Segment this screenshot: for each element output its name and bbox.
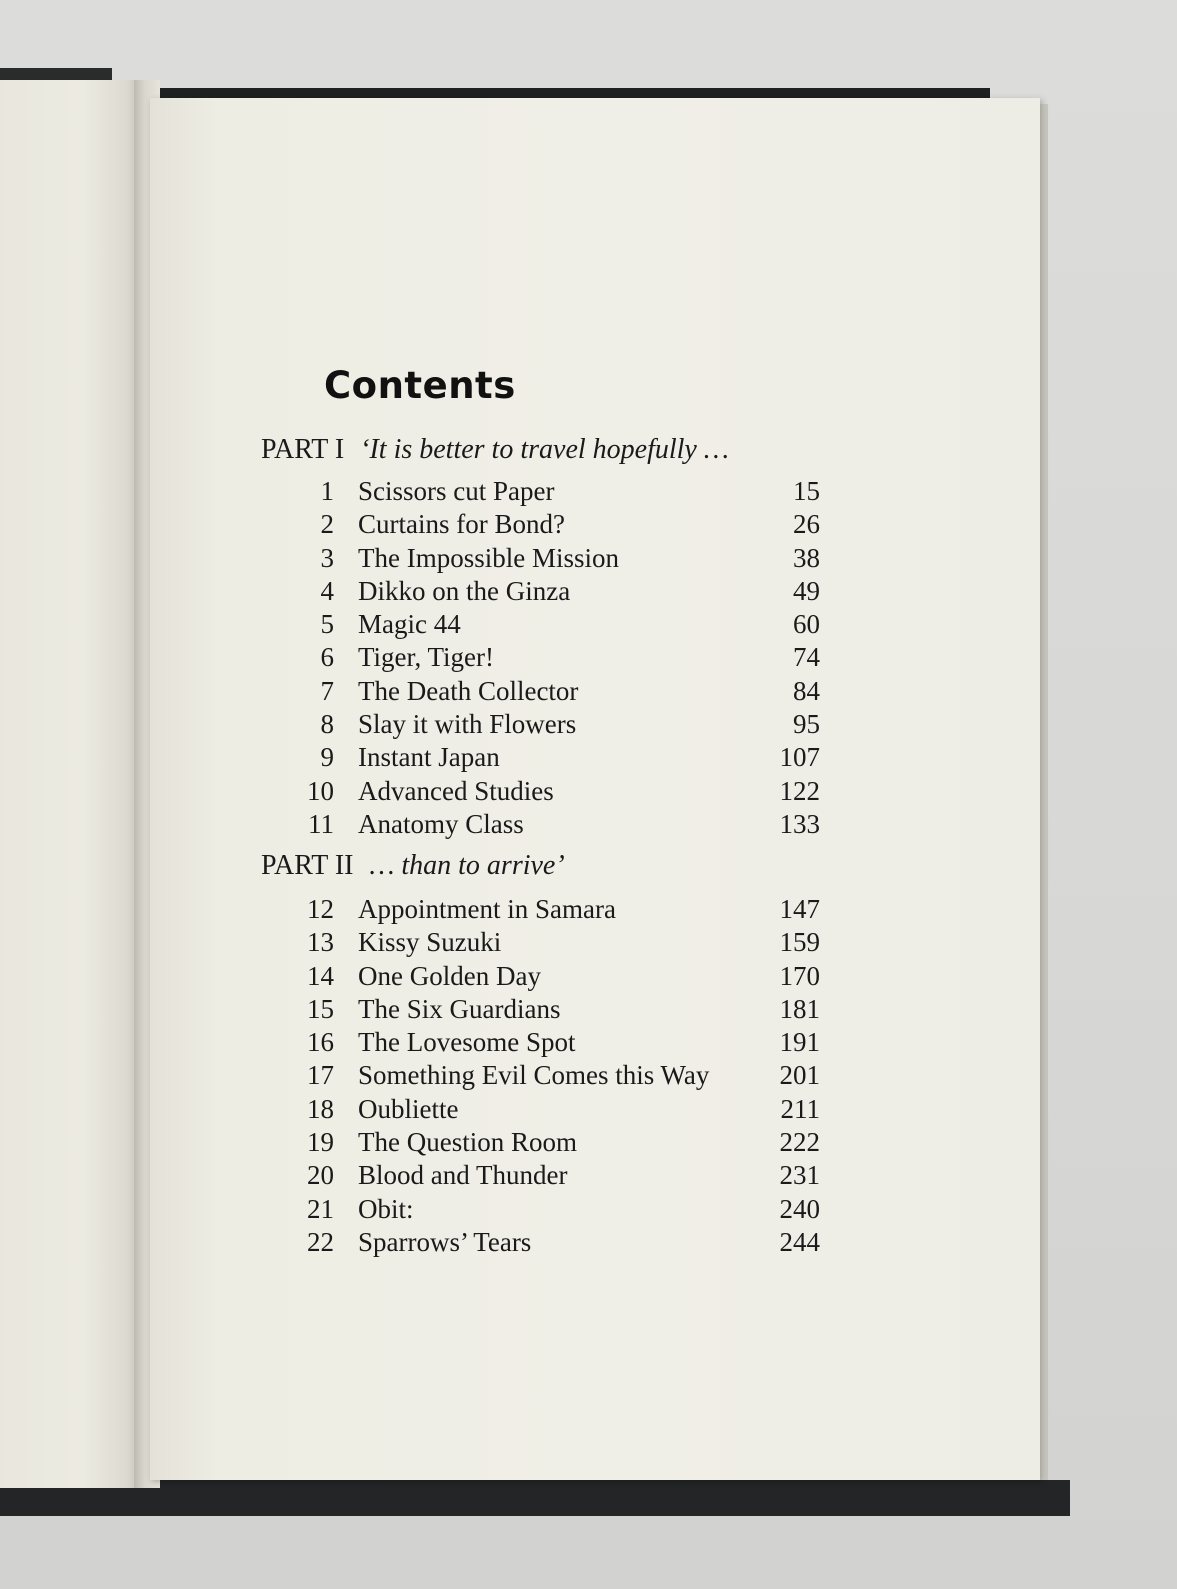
chapter-row [300,476,820,509]
chapter-page-number: 133 [779,808,820,839]
chapter-row [300,1060,820,1093]
chapter-number: 11 [308,808,334,839]
chapter-page-number: 170 [779,960,820,991]
chapter-page-number: 95 [793,709,820,740]
page-title: Contents [324,364,516,407]
chapter-row [300,1160,820,1193]
chapter-number: 6 [320,642,334,673]
chapter-title: Blood and Thunder [358,1160,568,1191]
chapter-title: Kissy Suzuki [358,927,502,958]
chapter-row [300,1227,820,1260]
chapter-row [300,676,820,709]
chapter-title: Something Evil Comes this Way [358,1060,710,1091]
chapter-page-number: 231 [779,1160,820,1191]
chapter-page-number: 191 [779,1027,820,1058]
chapter-title: The Lovesome Spot [358,1027,576,1058]
chapter-number: 13 [307,927,334,958]
chapter-row [300,742,820,775]
chapter-row [300,509,820,542]
part-heading-2 [261,850,565,882]
part-epigraph: … than to arrive’ [369,850,565,881]
chapter-number: 5 [320,609,334,640]
chapter-number: 1 [320,476,334,506]
chapter-page-number: 181 [779,993,820,1024]
chapter-number: 22 [307,1226,334,1257]
chapter-page-number: 15 [793,476,820,506]
chapter-page-number: 74 [793,642,820,673]
chapter-title: The Death Collector [358,675,579,706]
chapter-title: Appointment in Samara [358,894,616,924]
chapter-page-number: 49 [793,575,820,606]
chapter-number: 20 [307,1160,334,1191]
chapter-number: 3 [320,542,334,573]
chapter-page-number: 122 [779,775,820,806]
chapter-title: Oubliette [358,1093,459,1124]
chapter-row [300,1194,820,1227]
chapter-title: Obit: [358,1193,414,1224]
chapter-list-part-2 [300,894,820,1260]
chapter-title: Curtains for Bond? [358,509,565,540]
chapter-page-number: 107 [779,742,820,773]
chapter-title: The Question Room [358,1127,577,1158]
chapter-title: Tiger, Tiger! [358,642,494,673]
chapter-row [300,809,820,842]
chapter-list-part-1 [300,476,820,842]
chapter-title: Sparrows’ Tears [358,1226,532,1257]
chapter-row [300,1094,820,1127]
chapter-page-number: 201 [779,1060,820,1091]
left-page [0,80,138,1488]
book-cover-bottom-edge [0,1480,1070,1516]
chapter-number: 8 [320,709,334,740]
part-epigraph: ‘It is better to travel hopefully … [360,434,729,465]
chapter-row [300,1127,820,1160]
chapter-title: Instant Japan [358,742,500,773]
chapter-number: 7 [320,675,334,706]
chapter-row [300,709,820,742]
chapter-number: 15 [307,993,334,1024]
chapter-number: 2 [320,509,334,540]
chapter-page-number: 222 [779,1127,820,1158]
chapter-row [300,961,820,994]
part-label: PART I [261,434,345,465]
chapter-title: Anatomy Class [358,808,524,839]
chapter-row [300,642,820,675]
chapter-row [300,927,820,960]
chapter-row [300,576,820,609]
chapter-title: One Golden Day [358,960,541,991]
chapter-title: Dikko on the Ginza [358,575,571,606]
chapter-page-number: 84 [793,675,820,706]
chapter-title: Magic 44 [358,609,461,640]
chapter-title: The Six Guardians [358,993,561,1024]
chapter-title: Scissors cut Paper [358,476,555,506]
chapter-number: 14 [307,960,334,991]
chapter-page-number: 60 [793,609,820,640]
chapter-number: 4 [320,575,334,606]
chapter-number: 18 [307,1093,334,1124]
chapter-page-number: 26 [793,509,820,540]
chapter-page-number: 147 [779,894,820,924]
chapter-title: Advanced Studies [358,775,554,806]
chapter-page-number: 244 [779,1226,820,1257]
chapter-page-number: 211 [780,1093,820,1124]
chapter-number: 16 [307,1027,334,1058]
chapter-row [300,994,820,1027]
chapter-page-number: 159 [779,927,820,958]
chapter-number: 21 [307,1193,334,1224]
chapter-title: The Impossible Mission [358,542,619,573]
chapter-number: 10 [307,775,334,806]
chapter-row [300,776,820,809]
chapter-number: 19 [307,1127,334,1158]
chapter-row [300,1027,820,1060]
chapter-title: Slay it with Flowers [358,709,577,740]
chapter-number: 9 [320,742,334,773]
chapter-page-number: 38 [793,542,820,573]
chapter-page-number: 240 [779,1193,820,1224]
chapter-row [300,894,820,927]
part-label: PART II [261,850,354,881]
chapter-row [300,543,820,576]
chapter-row [300,609,820,642]
part-heading-1 [261,434,729,466]
chapter-number: 12 [307,894,334,924]
chapter-number: 17 [307,1060,334,1091]
